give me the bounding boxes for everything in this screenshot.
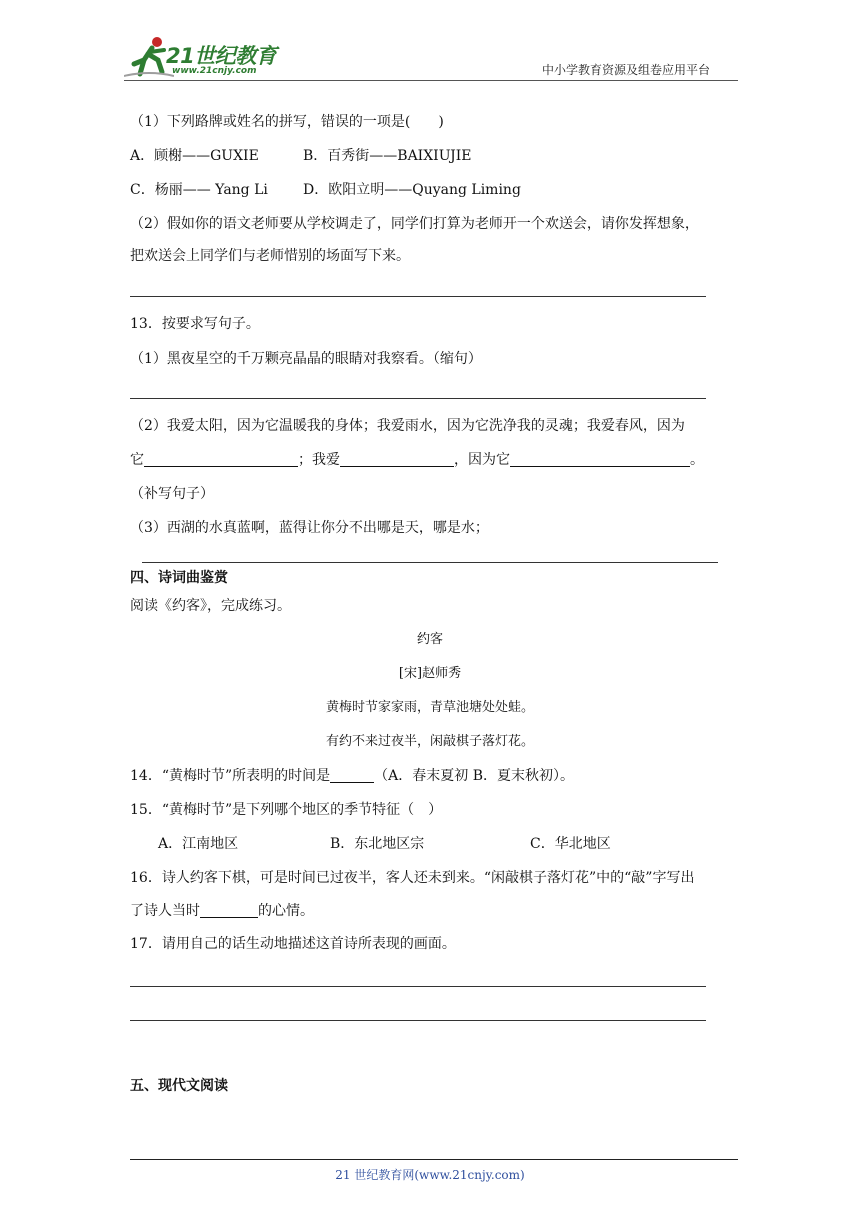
q14-text-b: （A．春末夏初 B．夏末秋初）。: [374, 768, 574, 784]
q17-answer-line-2[interactable]: [130, 1020, 706, 1021]
q12-option-a: A．顾榭——GUXIE: [130, 148, 259, 164]
q13-sub1: （1）黑夜星空的千万颗亮晶晶的眼睛对我察看。（缩句）: [130, 351, 482, 367]
q15-option-a: A．江南地区: [158, 836, 239, 852]
q16-text-b: 的心情。: [258, 903, 314, 919]
logo-text: 21世纪教育: [166, 44, 277, 68]
q13-sub3-answer-line[interactable]: [142, 562, 718, 563]
q13-sub2-part4: 。: [690, 452, 704, 468]
q12-option-c: C．杨丽—— Yang Li: [130, 182, 268, 198]
q15-option-b: B．东北地区宗: [330, 836, 425, 852]
poem-author: [宋]赵师秀: [398, 666, 462, 681]
section5-heading: 五、现代文阅读: [130, 1078, 228, 1094]
q12-answer-line[interactable]: [130, 296, 706, 297]
q15-option-c: C．华北地区: [530, 836, 611, 852]
header-platform-text: 中小学教育资源及组卷应用平台: [542, 63, 711, 77]
footer-divider: [130, 1159, 738, 1160]
q15-text: 15．“黄梅时节”是下列哪个地区的季节特征（ ）: [130, 802, 443, 818]
logo-url: www.21cnjy.com: [172, 66, 257, 76]
poem-line-2: 有约不来过夜半，闲敲棋子落灯花。: [325, 734, 534, 749]
q12-sub2-line1: （2）假如你的语文老师要从学校调走了，同学们打算为老师开一个欢送会，请你发挥想象，: [130, 216, 699, 232]
q13-sub2-line1: （2）我爱太阳，因为它温暖我的身体；我爱雨水，因为它洗净我的灵魂；我爱春风，因为: [130, 418, 685, 434]
q13-blank-1[interactable]: [144, 452, 298, 467]
q16-text-a: 了诗人当时: [130, 903, 200, 919]
q13-sub2-part2: ；我爱: [298, 452, 340, 468]
q13-blank-3[interactable]: [510, 452, 690, 467]
footer-site-link[interactable]: 21 世纪教育网(www.21cnjy.com): [335, 1168, 525, 1182]
q17-text: 17．请用自己的话生动地描述这首诗所表现的画面。: [130, 936, 456, 952]
q17-answer-line-1[interactable]: [130, 986, 706, 987]
poem-title: 约客: [416, 632, 443, 647]
q12-sub1: （1）下列路牌或姓名的拼写，错误的一项是( ): [130, 114, 444, 130]
q13-sub2-part3: ，因为它: [454, 452, 510, 468]
q14-blank[interactable]: [330, 768, 374, 783]
q13-blank-2[interactable]: [340, 452, 454, 467]
q16-line1: 16．诗人约客下棋，可是时间已过夜半，客人还未到来。“闲敲棋子落灯花”中的“敲”字写出: [130, 870, 695, 886]
section4-intro: 阅读《约客》，完成练习。: [130, 598, 291, 614]
q13-sub2-part1: 它: [130, 452, 144, 468]
q12-option-d: D．欧阳立明——Quyang Liming: [303, 182, 521, 198]
q13-sub3: （3）西湖的水真蓝啊，蓝得让你分不出哪是天，哪是水；: [130, 520, 489, 536]
q12-sub2-line2: 把欢送会上同学们与老师惜别的场面写下来。: [130, 248, 410, 264]
section4-heading: 四、诗词曲鉴赏: [130, 570, 228, 586]
q16-blank[interactable]: [200, 903, 258, 918]
q12-option-b: B．百秀街——BAIXIUJIE: [303, 148, 472, 164]
q14: [130, 766, 574, 786]
q13-sub2-line2: [130, 450, 704, 470]
q13-title: 13．按要求写句子。: [130, 316, 260, 332]
q13-sub1-answer-line[interactable]: [130, 398, 706, 399]
q13-sub2-line3: （补写句子）: [130, 486, 214, 502]
q14-text-a: 14．“黄梅时节”所表明的时间是: [130, 768, 331, 784]
poem-line-1: 黄梅时节家家雨，青草池塘处处蛙。: [325, 700, 534, 715]
header-divider: [124, 80, 738, 81]
q16-line2: [130, 901, 314, 921]
